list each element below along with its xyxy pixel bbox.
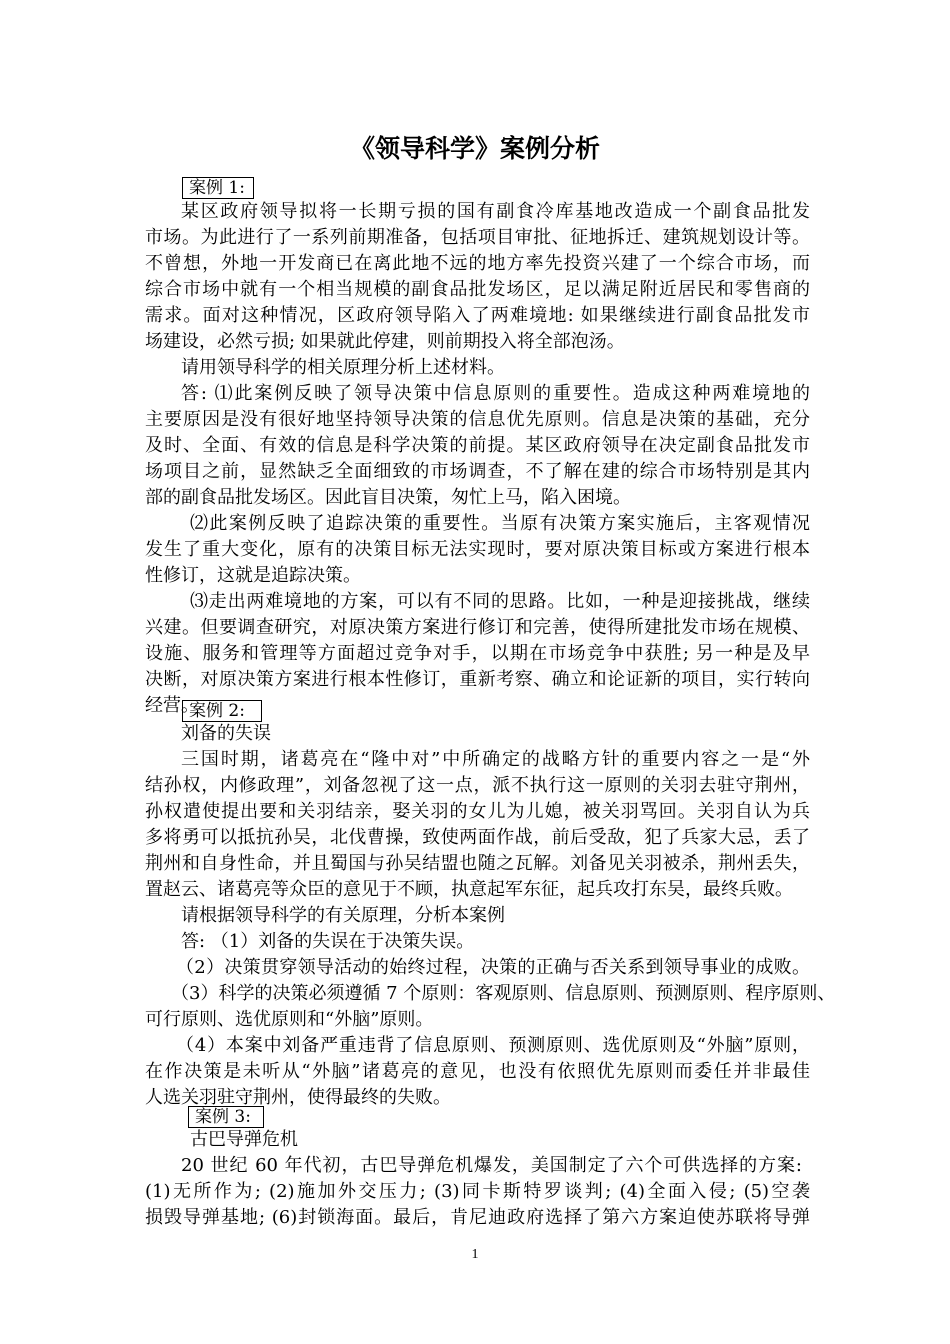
paragraph-line: 结孙权，内修政理”，刘备忽视了这一点，派不执行这一原则的关羽去驻守荆州， xyxy=(145,775,810,796)
paragraph-line: 20 世纪 60 年代初，古巴导弹危机爆发，美国制定了六个可供选择的方案: xyxy=(181,1155,802,1176)
answer-line: ⑶走出两难境地的方案，可以有不同的思路。比如，一种是迎接挑战，继续 xyxy=(190,591,810,612)
answer-line: 设施、服务和管理等方面超过竞争对手，以期在市场竞争中获胜; 另一种是及早 xyxy=(145,643,810,664)
question-line: 请根据领导科学的有关原理，分析本案例 xyxy=(181,905,505,926)
case-1-label: 案例 1: xyxy=(182,177,254,199)
paragraph-line: 孙权遣使提出要和关羽结亲，娶关羽的女儿为儿媳，被关羽骂回。关羽自认为兵 xyxy=(145,801,810,822)
answer-line: 兴建。但要调查研究，对原决策方案进行修订和完善，使得所建批发市场在规模、 xyxy=(145,617,810,638)
answer-line: 答: ⑴此案例反映了领导决策中信息原则的重要性。造成这种两难境地的 xyxy=(181,383,810,404)
answer-line: 经营。 xyxy=(145,695,199,716)
paragraph-line: 市场。为此进行了一系列前期准备，包括项目审批、征地拆迁、建筑规划设计等。 xyxy=(145,227,810,248)
answer-line: 答: （1）刘备的失误在于决策失误。 xyxy=(181,931,475,952)
answer-line: 人选关羽驻守荆州，使得最终的失败。 xyxy=(145,1087,451,1108)
case-3-subtitle: 古巴导弹危机 xyxy=(190,1129,298,1150)
case-2-subtitle: 刘备的失误 xyxy=(181,723,271,744)
answer-line: 在作决策是未听从“外脑”诸葛亮的意见，也没有依照优先原则而委任并非最佳 xyxy=(145,1061,810,1082)
answer-line: 部的副食品批发场区。因此盲目决策，匆忙上马，陷入困境。 xyxy=(145,487,631,508)
answer-line: 决断，对原决策方案进行根本性修订，重新考察、确立和论证新的项目，实行转向 xyxy=(145,669,810,690)
question-line: 请用领导科学的相关原理分析上述材料。 xyxy=(181,357,505,378)
answer-line: 场项目之前，显然缺乏全面细致的市场调查，不了解在建的综合市场特别是其内 xyxy=(145,461,810,482)
answer-line: 及时、全面、有效的信息是科学决策的前提。某区政府领导在决定副食品批发市 xyxy=(145,435,810,456)
paragraph-line: 损毁导弹基地; (6)封锁海面。最后，肯尼迪政府选择了第六方案迫使苏联将导弹 xyxy=(145,1207,810,1228)
paragraph-line: 多将勇可以抵抗孙吴，北伐曹操，致使两面作战，前后受敌，犯了兵家大忌，丢了 xyxy=(145,827,810,848)
paragraph-line: 置赵云、诸葛亮等众臣的意见于不顾，执意起军东征，起兵攻打东吴，最终兵败。 xyxy=(145,879,793,900)
page-number: 1 xyxy=(471,1247,479,1262)
answer-line: （2）决策贯穿领导活动的始终过程，决策的正确与否关系到领导事业的成败。 xyxy=(176,957,810,978)
paragraph-line: 不曾想，外地一开发商已在离此地不远的地方率先投资兴建了一个综合市场，而 xyxy=(145,253,810,274)
page-title: 《领导科学》案例分析 xyxy=(349,134,600,163)
answer-line: （4）本案中刘备严重违背了信息原则、预测原则、选优原则及“外脑”原则， xyxy=(176,1035,810,1056)
paragraph-line: 某区政府领导拟将一长期亏损的国有副食冷库基地改造成一个副食品批发 xyxy=(181,201,810,222)
answer-line: 可行原则、选优原则和“外脑”原则。 xyxy=(145,1009,434,1030)
paragraph-line: 三国时期，诸葛亮在“隆中对”中所确定的战略方针的重要内容之一是“外 xyxy=(181,749,810,770)
answer-line: 发生了重大变化，原有的决策目标无法实现时，要对原决策目标或方案进行根本 xyxy=(145,539,810,560)
paragraph-line: 场建设，必然亏损; 如果就此停建，则前期投入将全部泡汤。 xyxy=(145,331,625,352)
case-2-label: 案例 2: xyxy=(182,700,262,722)
case-3-label: 案例 3: xyxy=(188,1106,264,1128)
answer-line: ⑵此案例反映了追踪决策的重要性。当原有决策方案实施后，主客观情况 xyxy=(190,513,810,534)
paragraph-line: 综合市场中就有一个相当规模的副食品批发场区，足以满足附近居民和零售商的 xyxy=(145,279,810,300)
answer-line: 性修订，这就是追踪决策。 xyxy=(145,565,361,586)
answer-line: 主要原因是没有很好地坚持领导决策的信息优先原则。信息是决策的基础，充分 xyxy=(145,409,810,430)
paragraph-line: (1)无所作为; (2)施加外交压力; (3)同卡斯特罗谈判; (4)全面入侵; (5)空袭 xyxy=(145,1181,810,1202)
paragraph-line: 荆州和自身性命，并且蜀国与孙吴结盟也随之瓦解。刘备见关羽被杀，荆州丢失， xyxy=(145,853,810,874)
paragraph-line: 需求。面对这种情况，区政府领导陷入了两难境地: 如果继续进行副食品批发市 xyxy=(145,305,810,326)
answer-line: （3）科学的决策必须遵循 7 个原则：客观原则、信息原则、预测原则、程序原则、 xyxy=(171,983,836,1004)
